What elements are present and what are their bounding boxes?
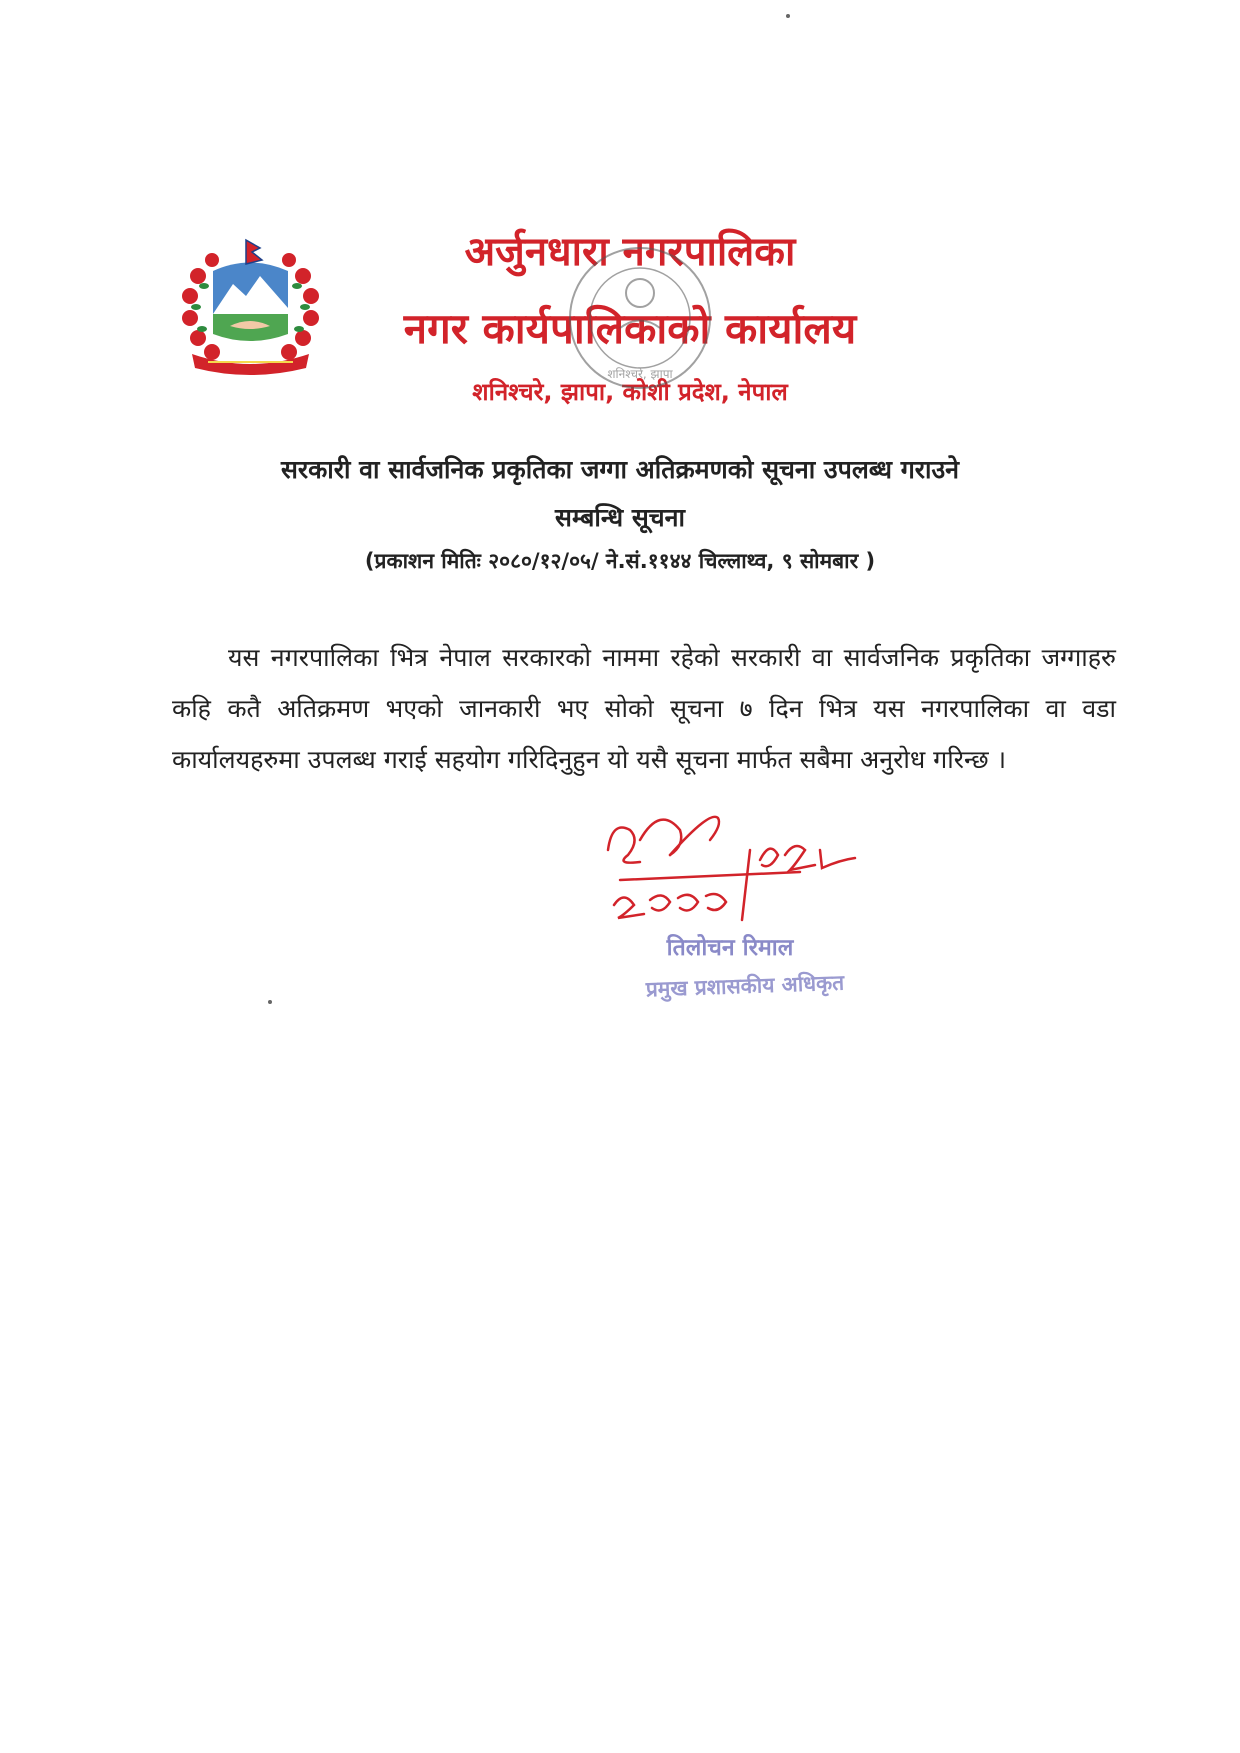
- notice-title: सरकारी वा सार्वजनिक प्रकृतिका जग्गा अतिक्रमणको सूचना उपलब्ध गराउने: [280, 455, 960, 484]
- municipality-name: अर्जुनधारा नगरपालिका: [464, 228, 796, 275]
- svg-text:शनिश्चरे, झापा: शनिश्चरे, झापा: [607, 367, 673, 381]
- handwritten-signature-icon: [600, 810, 870, 935]
- office-name: नगर कार्यपालिकाको कार्यालय: [403, 304, 857, 353]
- nepal-government-emblem-icon: [178, 236, 323, 376]
- publication-date: (प्रकाशन मितिः २०८०/१२/०५/ ने.सं.११४४ चिल्लाथ्व, ९ सोमबार ): [364, 549, 876, 573]
- signatory-name: तिलोचन रिमाल: [666, 935, 794, 961]
- office-seal-stamp-icon: [560, 238, 720, 398]
- notice-body: [172, 632, 1116, 785]
- scan-speck: [268, 1000, 272, 1004]
- svg-text:२०८० १२।५: २०८० १२।५: [600, 810, 605, 811]
- signatory-title: प्रमुख प्रशासकीय अधिकृत: [645, 970, 845, 1002]
- scan-speck: [786, 14, 790, 18]
- notice-subtitle: सम्बन्धि सूचना: [555, 503, 685, 532]
- notice-body-text: यस नगरपालिका भित्र नेपाल सरकारको नाममा रहेको सरकारी वा सार्वजनिक प्रकृतिका जग्गाहरु कहि कतै अतिक्रमण भएको जानकारी भए सोको सूचना ७ दिन भित्र यस नगरपालिका वा वडा कार्यालयहरुमा उपलब्ध गराई सहयोग गरिदिनुहुन यो यसै सूचना मार्फत सबैमा अनुरोध गरिन्छ ।: [172, 643, 1116, 774]
- office-address: शनिश्चरे, झापा, कोशी प्रदेश, नेपाल: [472, 378, 788, 406]
